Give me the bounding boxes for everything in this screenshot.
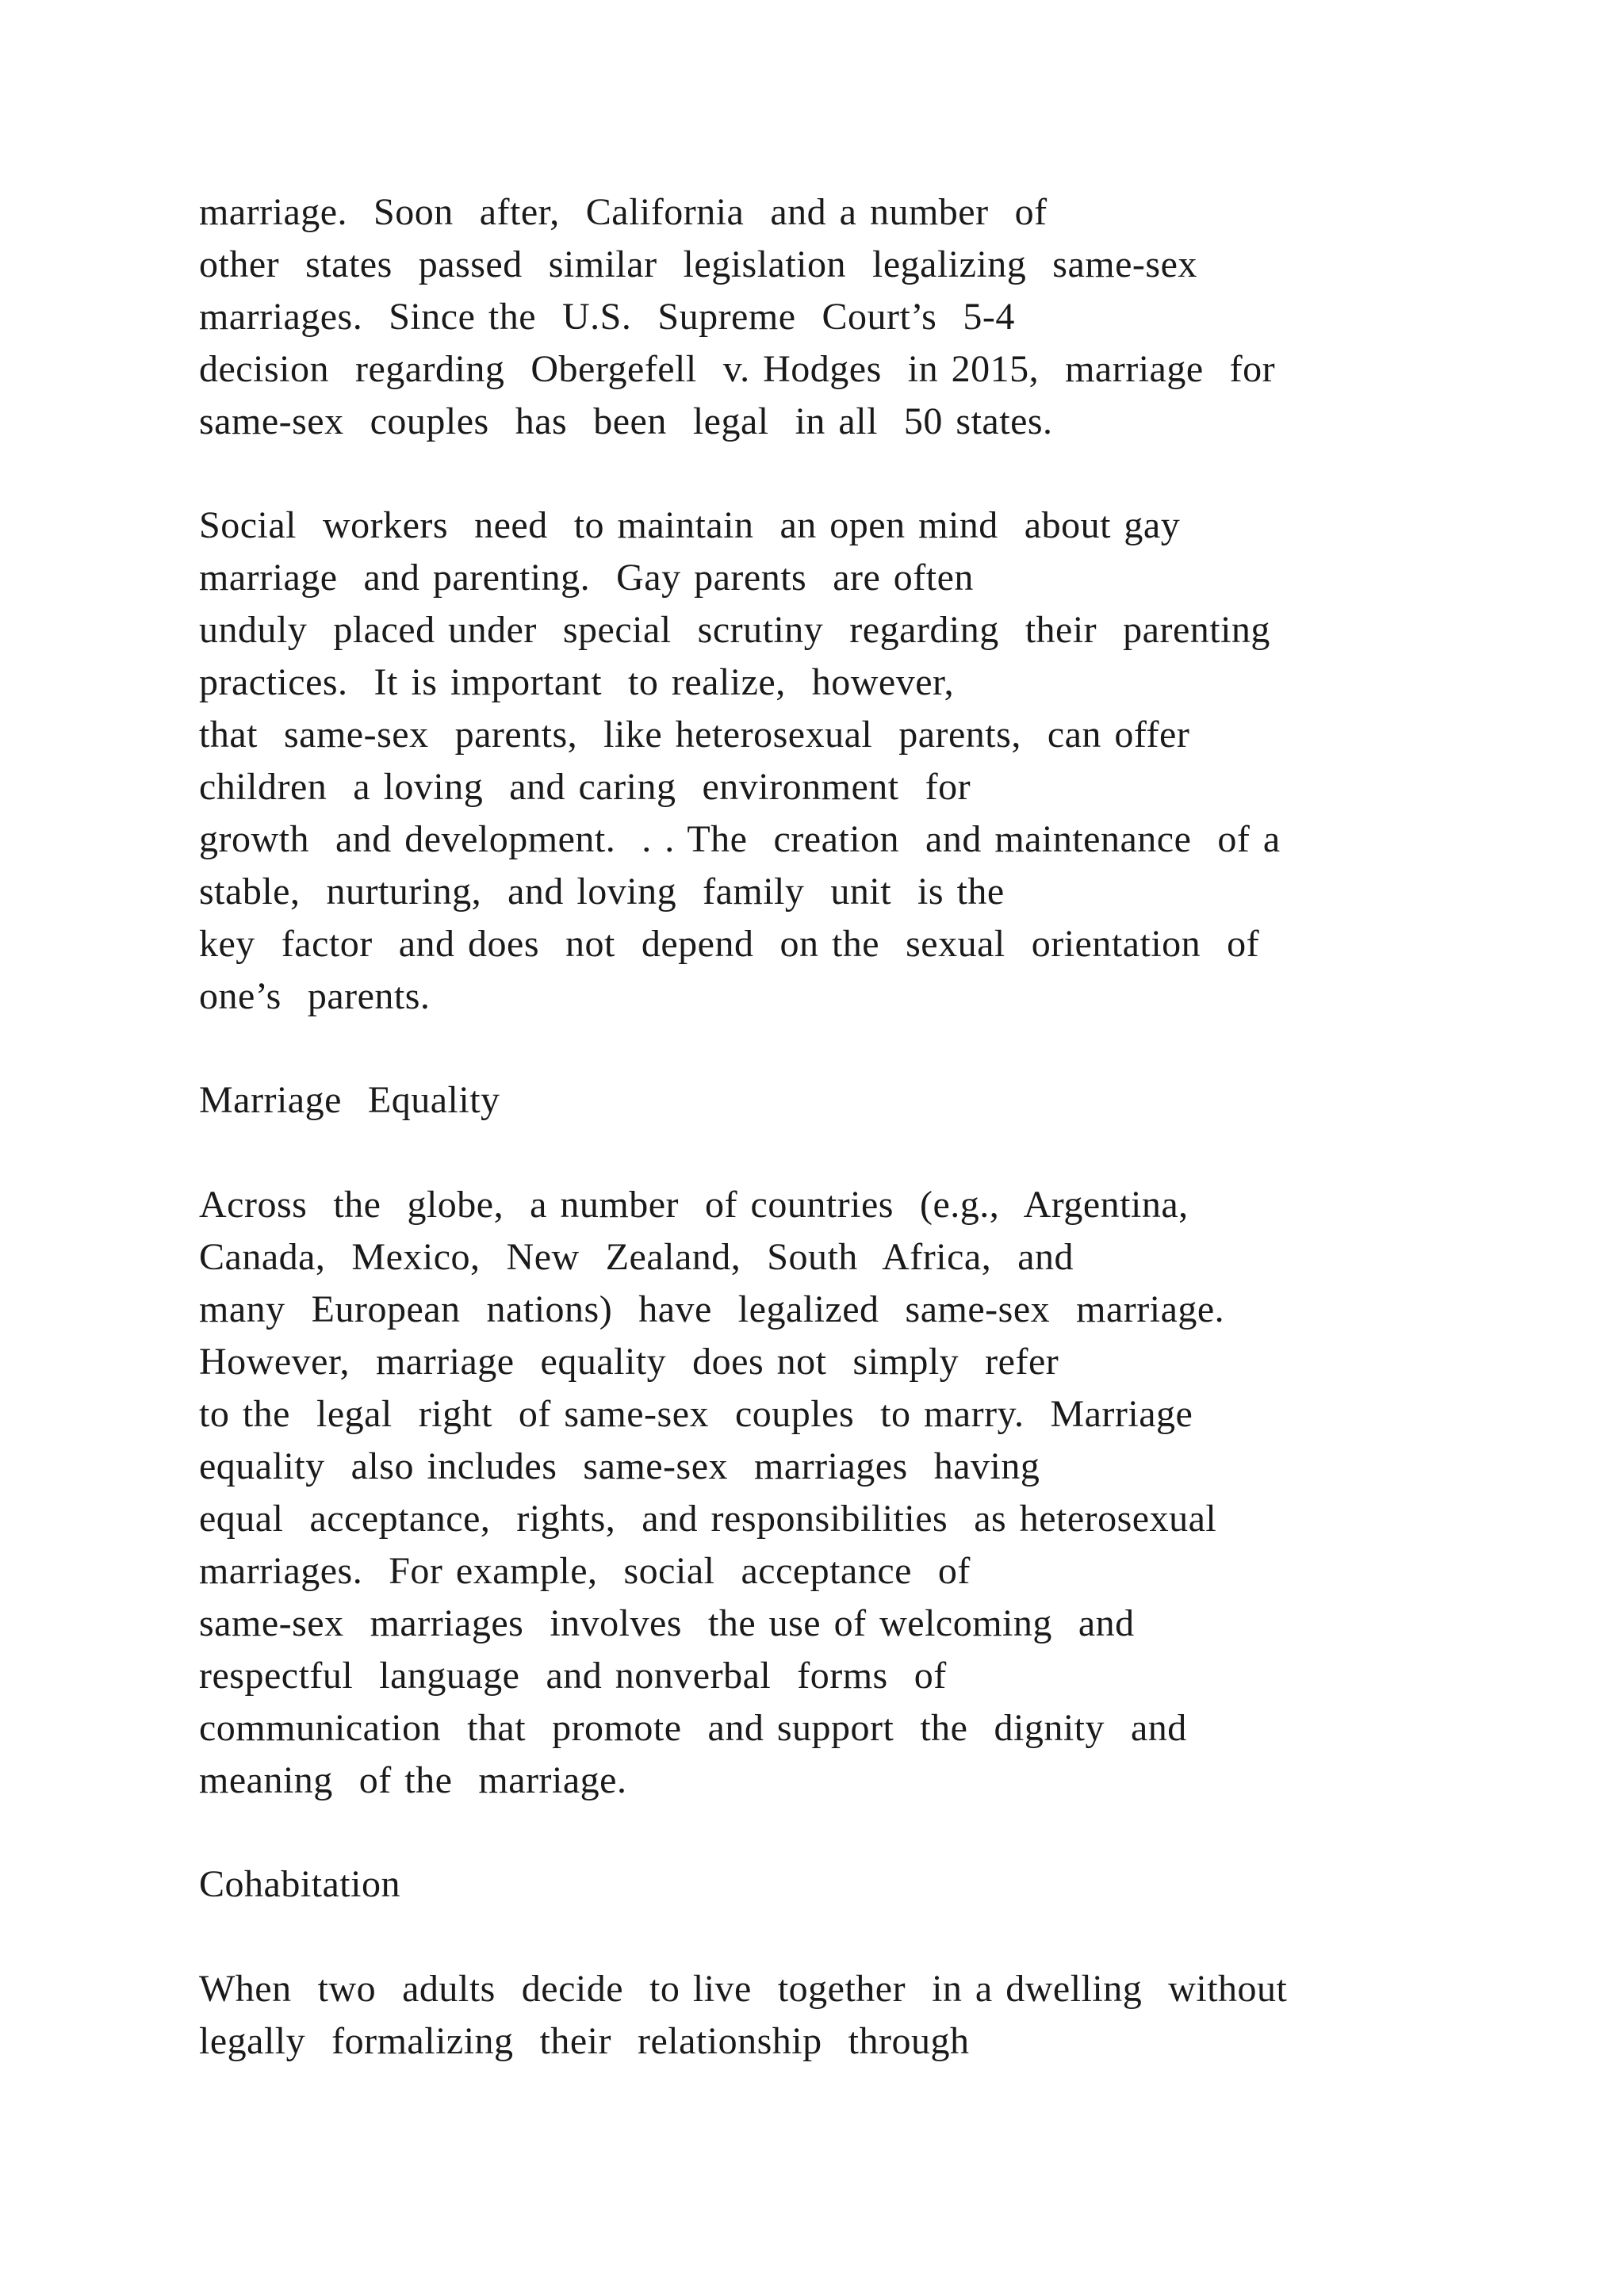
text-line: Canada, Mexico, New Zealand, South Africa, and [199,1236,1074,1278]
text-line: communication that promote and support the dignity and [199,1707,1187,1749]
text-line: marriage. Soon after, California and a number of [199,191,1048,233]
text-line: to the legal right of same-sex couples to marry. Marriage [199,1393,1193,1435]
text-line: stable, nurturing, and loving family unit is the [199,871,1005,913]
text-line: marriage and parenting. Gay parents are often [199,557,974,599]
text-line: equality also includes same-sex marriages having [199,1445,1040,1487]
text-line: same-sex marriages involves the use of welcoming and [199,1602,1135,1644]
text-line: meaning of the marriage. [199,1759,627,1801]
text-line: unduly placed under special scrutiny regarding their parenting [199,609,1270,651]
text-line: practices. It is important to realize, however, [199,661,955,703]
text-line: When two adults decide to live together in a dwelling without [199,1968,1288,2010]
text-line: same-sex couples has been legal in all 50 states. [199,400,1053,442]
text-line: respectful language and nonverbal forms of [199,1655,947,1697]
text-line: growth and development. . . The creation and maintenance of a [199,818,1281,860]
text-line: marriages. For example, social acceptance of [199,1550,971,1592]
text-line: decision regarding Obergefell v. Hodges in 2015, marriage for [199,348,1276,390]
section-heading: Marriage Equality [199,1079,500,1121]
text-line: Across the globe, a number of countries (e.g., Argentina, [199,1184,1189,1226]
text-line: legally formalizing their relationship through [199,2020,970,2062]
text-line: Social workers need to maintain an open mind about gay [199,504,1181,546]
text-line: children a loving and caring environment for [199,766,971,808]
text-line: one’s parents. [199,975,431,1017]
text-line: that same-sex parents, like heterosexual parents, can offer [199,714,1190,756]
text-line: many European nations) have legalized same-sex marriage. [199,1288,1225,1330]
section-heading: Cohabitation [199,1863,400,1905]
text-line: However, marriage equality does not simply refer [199,1341,1059,1383]
text-line: marriages. Since the U.S. Supreme Court’s 5-4 [199,296,1015,338]
text-line: other states passed similar legislation legalizing same-sex [199,243,1197,285]
text-line: equal acceptance, rights, and responsibilities as heterosexual [199,1498,1217,1540]
text-line: key factor and does not depend on the sexual orientation of [199,923,1260,965]
